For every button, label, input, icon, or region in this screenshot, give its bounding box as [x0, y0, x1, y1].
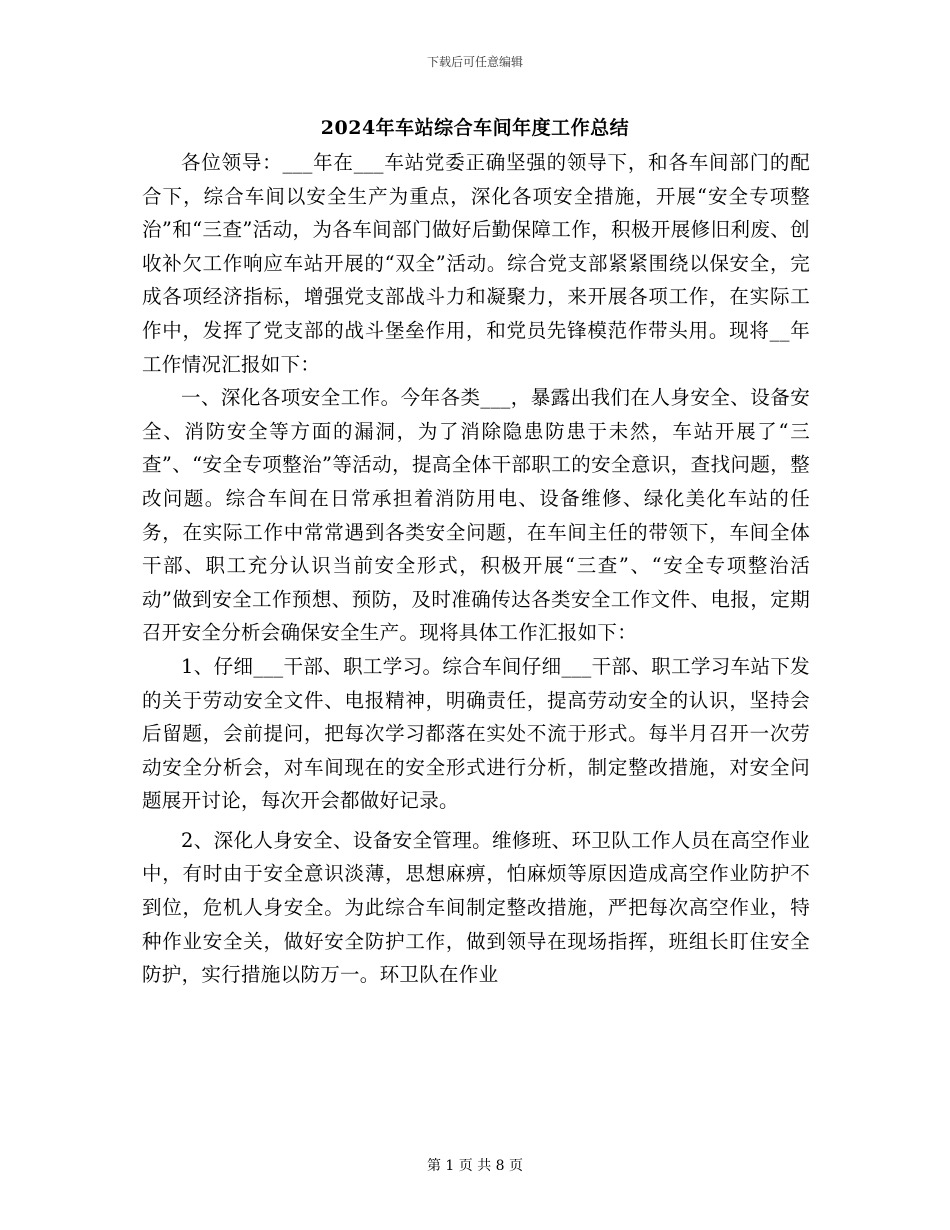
page-header: 下载后可任意编辑 [426, 55, 523, 69]
document-body [142, 146, 810, 992]
paragraph-item-1: 1、仔细___干部、职工学习。综合车间仔细___干部、职工学习车站下发的关于劳动安全文件、电报精神，明确责任，提高劳动安全的认识，坚持会后留题，会前提问，把每次学习都落在实处不流于形式。每半月召开一次劳动安全分析会，对车间现在的安全形式进行分析，制定整改措施，对安全问题展开讨论，每次开会都做好记录。 [142, 654, 810, 813]
document-title: 2024年车站综合车间年度工作总结 [320, 117, 630, 139]
paragraph-item-2: 2、深化人身安全、设备安全管理。维修班、环卫队工作人员在高空作业中，有时由于安全意识淡薄，思想麻痹，怕麻烦等原因造成高空作业防护不到位，危机人身安全。为此综合车间制定整改措施，严把每次高空作业，特种作业安全关，做好安全防护工作，做到领导在现场指挥，班组长盯住安全防护，实行措施以防万一。环卫队在作业 [142, 828, 810, 987]
paragraph-section-1: 一、深化各项安全工作。今年各类___，暴露出我们在人身安全、设备安全、消防安全等方面的漏洞，为了消除隐患防患于未然，车站开展了“三查”、“安全专项整治”等活动，提高全体干部职工的安全意识，查找问题，整改问题。综合车间在日常承担着消防用电、设备维修、绿化美化车站的任务，在实际工作中常常遇到各类安全问题，在车间主任的带领下，车间全体干部、职工充分认识当前安全形式，积极开展“三查”、“安全专项整治活动”做到安全工作预想、预防，及时准确传达各类安全工作文件、电报，定期召开安全分析会确保安全生产。现将具体工作汇报如下： [142, 386, 810, 645]
paragraph-intro: 各位领导：___年在___车站党委正确坚强的领导下，和各车间部门的配合下，综合车间以安全生产为重点，深化各项安全措施，开展“安全专项整治”和“三查”活动，为各车间部门做好后勤保障工作，积极开展修旧利废、创收补欠工作响应车站开展的“双全”活动。综合党支部紧紧围绕以保安全，完成各项经济指标，增强党支部战斗力和凝聚力，来开展各项工作，在实际工作中，发挥了党支部的战斗堡垒作用，和党员先锋模范作带头用。现将__年工作情况汇报如下： [142, 151, 810, 376]
page-number: 第 1 页 共 8 页 [426, 1158, 524, 1174]
